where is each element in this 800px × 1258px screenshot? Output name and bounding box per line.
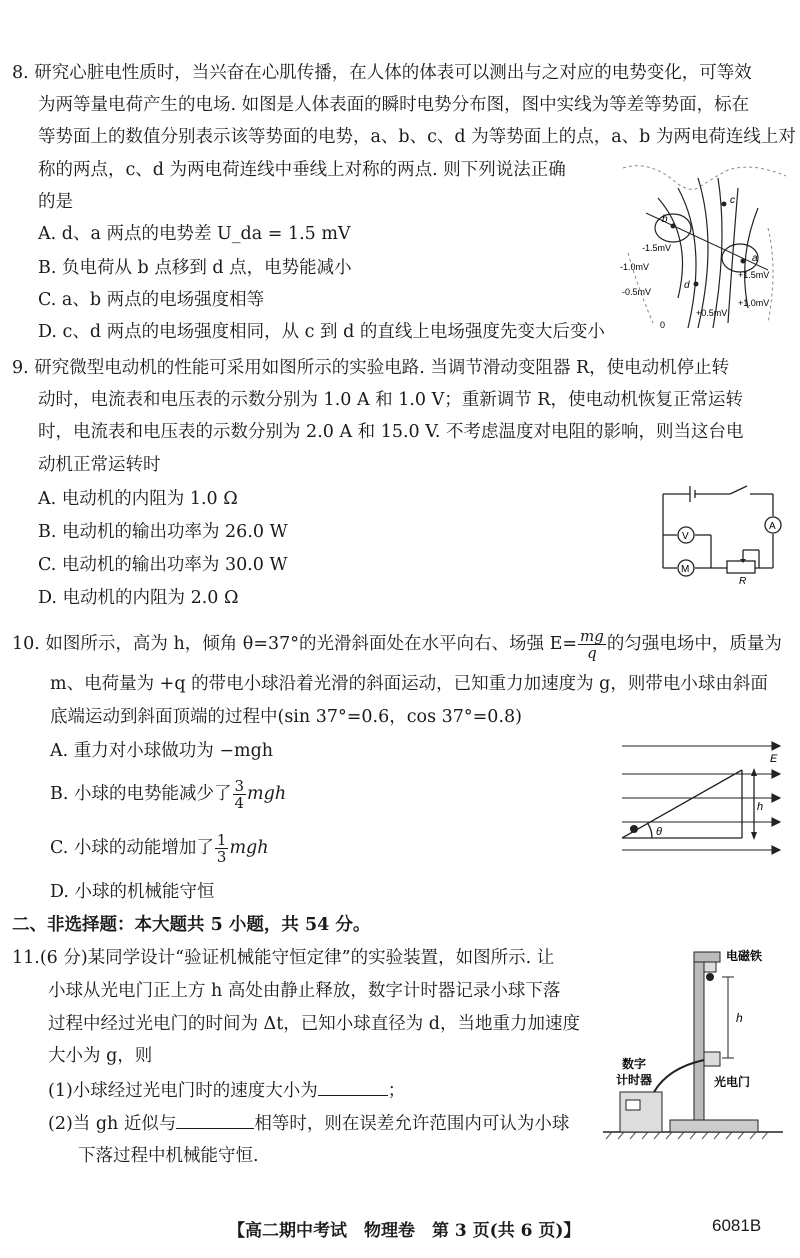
q11-line-2: 小球从光电门正上方 h 高处由静止释放，数字计时器记录小球下落 bbox=[48, 981, 561, 1001]
q9-line-3: 时，电流表和电压表的示数分别为 2.0 A 和 15.0 V. 不考虑温度对电阻的影响，则当这台电 bbox=[38, 422, 744, 442]
label-minus-1.5mv: -1.5mV bbox=[642, 243, 672, 253]
q10-frac-den: q bbox=[587, 644, 597, 662]
label-photogate: 光电门 bbox=[714, 1075, 751, 1089]
fraction-1-3 bbox=[215, 832, 229, 865]
fraction-3-4 bbox=[233, 778, 247, 811]
label-minus-0.5mv: -0.5mV bbox=[622, 287, 652, 297]
ball bbox=[706, 973, 714, 981]
fraction-mg-over-q bbox=[578, 628, 606, 661]
page-footer: 【高二期中考试 物理卷 第 3 页(共 6 页)】 bbox=[228, 1221, 581, 1241]
q9-option-c: C. 电动机的输出功率为 30.0 W bbox=[38, 555, 288, 575]
ammeter-label: A bbox=[769, 521, 776, 532]
point-b bbox=[671, 224, 676, 229]
label-b: b bbox=[662, 214, 668, 225]
q9-option-b: B. 电动机的输出功率为 26.0 W bbox=[38, 522, 288, 542]
q10-b-den: 4 bbox=[234, 794, 245, 812]
q10-c-num: 1 bbox=[216, 831, 227, 849]
angle-label-theta: θ bbox=[656, 826, 662, 838]
answer-blank-1[interactable] bbox=[318, 1077, 388, 1096]
exam-code: 6081B bbox=[712, 1216, 762, 1235]
section-2-heading: 二、非选择题：本大题共 5 小题，共 54 分。 bbox=[12, 915, 371, 935]
q8-line-3: 等势面上的数值分别表示该等势面的电势，a、b、c、d 为等势面上的点，a、b 为两电荷连线上对 bbox=[38, 127, 796, 147]
motor-circuit-figure bbox=[655, 480, 790, 585]
q9-line-4: 动机正常运转时 bbox=[38, 455, 161, 475]
q8-option-b: B. 负电荷从 b 点移到 d 点，电势能减小 bbox=[38, 258, 352, 278]
label-zero: 0 bbox=[660, 320, 666, 330]
height-label-h: h bbox=[757, 801, 764, 813]
digital-timer bbox=[620, 1092, 662, 1132]
label-timer-1: 数字 bbox=[622, 1057, 647, 1071]
q9-option-d: D. 电动机的内阻为 2.0 Ω bbox=[38, 588, 239, 608]
q9-line-1: 9. 研究微型电动机的性能可采用如图所示的实验电路. 当调节滑动变阻器 R，使电动机停止转 bbox=[12, 358, 730, 378]
charged-ball bbox=[630, 825, 638, 833]
point-c bbox=[722, 202, 727, 207]
q10-option-d: D. 小球的机械能守恒 bbox=[50, 882, 215, 902]
q11-sub-1-text: (1)小球经过光电门时的速度大小为 bbox=[48, 1081, 318, 1101]
q8-line-1: 8. 研究心脏电性质时，当兴奋在心肌传播，在人体的体表可以测出与之对应的电势变化，可等效 bbox=[12, 63, 752, 83]
inclined-plane-field-figure bbox=[612, 738, 792, 868]
q9-line-2: 动时，电流表和电压表的示数分别为 1.0 A 和 1.0 V；重新调节 R，使电动机恢复正常运转 bbox=[38, 390, 743, 410]
q10-option-c bbox=[50, 832, 269, 865]
photogate bbox=[704, 1052, 720, 1066]
body-outline-top bbox=[623, 166, 786, 190]
photogate-apparatus-figure bbox=[598, 940, 788, 1140]
q11-sub-2 bbox=[48, 1110, 569, 1136]
q11-sub-2-text-b: 相等时，则在误差允许范围内可认为小球 bbox=[254, 1114, 570, 1134]
q8-option-a: A. d、a 两点的电势差 U_da = 1.5 mV bbox=[38, 224, 351, 244]
answer-blank-2[interactable] bbox=[176, 1110, 254, 1129]
label-electromagnet: 电磁铁 bbox=[726, 949, 763, 963]
rheostat-label: R bbox=[739, 576, 747, 585]
equipotential-figure bbox=[618, 158, 788, 333]
q10-option-c-mgh: mgh bbox=[229, 838, 269, 858]
label-plus-1.5mv: +1.5mV bbox=[738, 270, 770, 280]
q10-option-a: A. 重力对小球做功为 −mgh bbox=[50, 741, 274, 761]
q11-sub-2-text-a: (2)当 gh 近似与 bbox=[48, 1114, 177, 1134]
field-label-e: E bbox=[770, 753, 778, 765]
q10-b-num: 3 bbox=[234, 777, 245, 795]
label-d: d bbox=[684, 280, 690, 291]
point-a bbox=[741, 259, 746, 264]
label-minus-1.0mv: -1.0mV bbox=[620, 262, 650, 272]
q11-line-4: 大小为 g，则 bbox=[48, 1046, 153, 1066]
q10-frac-num: mg bbox=[580, 627, 604, 645]
q8-option-c: C. a、b 两点的电场强度相等 bbox=[38, 290, 265, 310]
q10-option-c-text: C. 小球的动能增加了 bbox=[50, 838, 214, 858]
q10-option-b bbox=[50, 778, 286, 811]
q10-line-3: 底端运动到斜面顶端的过程中(sin 37°=0.6，cos 37°=0.8) bbox=[50, 707, 522, 727]
q11-line-3: 过程中经过光电门的时间为 Δt，已知小球直径为 d，当地重力加速度 bbox=[48, 1014, 580, 1034]
label-plus-0.5mv: +0.5mV bbox=[696, 308, 728, 318]
voltmeter-label: V bbox=[682, 531, 689, 542]
q10-line-2: m、电荷量为 +q 的带电小球沿着光滑的斜面运动，已知重力加速度为 g，则带电小球由斜面 bbox=[50, 674, 768, 694]
q8-line-4: 称的两点，c、d 为两电荷连线中垂线上对称的两点. 则下列说法正确 bbox=[38, 160, 566, 180]
electromagnet bbox=[704, 962, 716, 972]
q10-option-b-text: B. 小球的电势能减少了 bbox=[50, 784, 232, 804]
q8-line-5: 的是 bbox=[38, 192, 73, 212]
q8-option-d: D. c、d 两点的电场强度相同，从 c 到 d 的直线上电场强度先变大后变小 bbox=[38, 322, 605, 342]
label-a: a bbox=[752, 253, 758, 264]
q11-sub-1 bbox=[48, 1077, 405, 1103]
q10-line-1 bbox=[12, 628, 782, 661]
q11-line-1: 11.(6 分)某同学设计“验证机械能守恒定律”的实验装置，如图所示. 让 bbox=[12, 948, 555, 968]
q10-line-1-part-b: 的匀强电场中，质量为 bbox=[606, 634, 782, 654]
q10-option-b-mgh: mgh bbox=[247, 784, 287, 804]
q8-line-2: 为两等量电荷产生的电场. 如图是人体表面的瞬时电势分布图，图中实线为等差等势面，标在 bbox=[38, 95, 750, 115]
label-h: h bbox=[736, 1011, 743, 1025]
point-d bbox=[694, 282, 699, 287]
label-c: c bbox=[730, 195, 735, 206]
q11-sub-2-cont: 下落过程中机械能守恒. bbox=[78, 1146, 259, 1166]
q9-option-a: A. 电动机的内阻为 1.0 Ω bbox=[38, 489, 238, 509]
label-timer-2: 计时器 bbox=[616, 1073, 653, 1087]
q10-c-den: 3 bbox=[216, 848, 227, 866]
q11-sub-1-end: ； bbox=[387, 1081, 406, 1101]
motor-label: M bbox=[681, 564, 690, 575]
q10-line-1-part-a: 10. 如图所示，高为 h，倾角 θ=37°的光滑斜面处在水平向右、场强 E= bbox=[12, 634, 578, 654]
label-plus-1.0mv: +1.0mV bbox=[738, 298, 770, 308]
